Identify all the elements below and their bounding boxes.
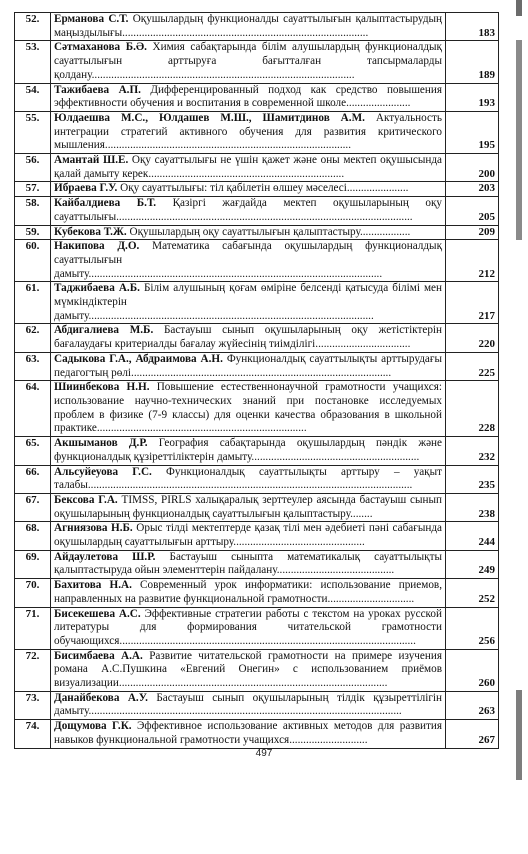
entry-text bbox=[51, 437, 446, 465]
entry-author: Таджибаева А.Б. bbox=[54, 282, 140, 295]
entry-text bbox=[51, 579, 446, 607]
toc-row bbox=[15, 381, 499, 437]
entry-page-number: 252 bbox=[446, 579, 499, 607]
entry-leader-dots: .............................................................................................. bbox=[91, 68, 355, 81]
toc-row bbox=[15, 111, 499, 153]
entry-page-number: 228 bbox=[446, 381, 499, 437]
entry-number: 71. bbox=[15, 607, 51, 649]
entry-leader-dots: .................. bbox=[359, 225, 411, 238]
entry-leader-dots: .......................................................................................................... bbox=[116, 210, 413, 223]
toc-row bbox=[15, 607, 499, 649]
entry-text bbox=[51, 493, 446, 521]
entry-author: Данайбекова А.У. bbox=[54, 691, 148, 704]
entry-leader-dots: ............................... bbox=[327, 592, 415, 605]
entry-text bbox=[51, 649, 446, 691]
entry-leader-dots: ........................................................................................ bbox=[122, 26, 369, 39]
toc-row bbox=[15, 437, 499, 465]
entry-leader-dots: ...................... bbox=[346, 182, 409, 195]
table-of-contents bbox=[14, 12, 499, 749]
entry-author: Абдигалиева М.Б. bbox=[54, 324, 154, 337]
toc-row bbox=[15, 324, 499, 352]
entry-author: Акшыманов Д.Р. bbox=[54, 437, 148, 450]
entry-leader-dots: ................................................................................................ bbox=[118, 677, 388, 690]
entry-title: Білім алушының қоғам өміріне белсенді қатысуда білімі мен мүмкіндіктерін дамыту bbox=[54, 282, 442, 322]
entry-page-number: 217 bbox=[446, 282, 499, 324]
toc-row bbox=[15, 197, 499, 225]
entry-page-number: 256 bbox=[446, 607, 499, 649]
entry-page-number: 212 bbox=[446, 240, 499, 282]
entry-page-number: 235 bbox=[446, 465, 499, 493]
entry-author: Юлдаешва М.С., Юлдашев М.Ш., Шамитдинов А.М. bbox=[54, 111, 365, 124]
edge-mark bbox=[516, 690, 522, 780]
toc-row bbox=[15, 649, 499, 691]
entry-author: Сәтмаханова Б.Ә. bbox=[54, 41, 147, 54]
toc-row bbox=[15, 83, 499, 111]
entry-page-number: 189 bbox=[446, 41, 499, 83]
edge-mark bbox=[516, 40, 522, 240]
toc-row bbox=[15, 282, 499, 324]
entry-text bbox=[51, 352, 446, 380]
entry-title: TIMSS, PIRLS халықаралық зерттеулер аясында бастауыш сынып оқушыларының функционалдық сауаттылығын қалыптастыру bbox=[54, 493, 442, 520]
entry-leader-dots: ............................................................................................. bbox=[131, 366, 392, 379]
entry-number: 63. bbox=[15, 352, 51, 380]
toc-row bbox=[15, 182, 499, 197]
entry-leader-dots: ............................................... bbox=[233, 536, 365, 549]
toc-row bbox=[15, 550, 499, 578]
entry-number: 58. bbox=[15, 197, 51, 225]
entry-number: 52. bbox=[15, 13, 51, 41]
entry-author: Ерманова С.Т. bbox=[54, 13, 129, 25]
entry-title: Функционалдық сауаттылықты арттыру – уақыт талабы bbox=[54, 465, 443, 492]
entry-number: 65. bbox=[15, 437, 51, 465]
entry-page-number: 195 bbox=[446, 111, 499, 153]
entry-author: Агниязова Н.Б. bbox=[54, 522, 133, 535]
entry-leader-dots: ........................................................................................ bbox=[104, 139, 352, 152]
entry-page-number: 203 bbox=[446, 182, 499, 197]
entry-text bbox=[51, 83, 446, 111]
entry-text bbox=[51, 225, 446, 240]
entry-number: 68. bbox=[15, 522, 51, 550]
entry-leader-dots: ............................................................ bbox=[251, 450, 420, 463]
toc-sheet bbox=[14, 12, 499, 749]
entry-author: Бексова Г.А. bbox=[54, 493, 118, 506]
entry-text bbox=[51, 381, 446, 437]
entry-number: 56. bbox=[15, 154, 51, 182]
entry-leader-dots: .................................................................................................................... bbox=[87, 479, 413, 492]
entry-leader-dots: .......................................................................................................... bbox=[119, 634, 416, 647]
entry-title: Бастауыш сыныпта математикалық сауаттылықты қалыптастыруда ойын элементтерін пайдалану bbox=[54, 550, 443, 577]
entry-author: Альсуйеуова Г.С. bbox=[54, 465, 152, 478]
entry-text bbox=[51, 13, 446, 41]
entry-page-number: 205 bbox=[446, 197, 499, 225]
entry-title: Химия сабақтарында білім алушылардың функционалдық сауаттылығын арттыруға бағытталған тапсырмаларды қолдану bbox=[54, 41, 442, 81]
entry-author: Айдаулетова Ш.Р. bbox=[54, 550, 156, 563]
edge-mark bbox=[516, 0, 522, 16]
entry-number: 57. bbox=[15, 182, 51, 197]
entry-author: Бахитова Н.А. bbox=[54, 579, 132, 592]
entry-number: 70. bbox=[15, 579, 51, 607]
entry-title: Современный урок информатики: использование приемов, направленных на развитие функциональной грамотности bbox=[54, 579, 443, 605]
entry-text bbox=[51, 550, 446, 578]
entry-page-number: 249 bbox=[446, 550, 499, 578]
entry-number: 54. bbox=[15, 83, 51, 111]
entry-leader-dots: .......................................... bbox=[276, 564, 395, 577]
toc-row bbox=[15, 225, 499, 240]
toc-row bbox=[15, 240, 499, 282]
entry-number: 61. bbox=[15, 282, 51, 324]
entry-leader-dots: ........................................................................... bbox=[96, 422, 307, 435]
entry-title: Орыс тілді мектептерде қазақ тілі мен әдебиеті пәні сабағында оқушылардың сауаттылығын арттыру bbox=[54, 522, 442, 549]
entry-title: Эффективное использование активных методов для развития навыков функциональной грамотности учащихся bbox=[54, 720, 443, 746]
entry-text bbox=[51, 720, 446, 748]
toc-row bbox=[15, 154, 499, 182]
entry-title: География сабақтарында оқушылардың пәндік және функционалдық құзіреттіліктерін дамыту bbox=[54, 437, 442, 463]
entry-number: 73. bbox=[15, 691, 51, 719]
entry-number: 60. bbox=[15, 240, 51, 282]
entry-number: 72. bbox=[15, 649, 51, 691]
entry-text bbox=[51, 182, 446, 197]
entry-text bbox=[51, 465, 446, 493]
entry-leader-dots: ................................................................................................................ bbox=[88, 705, 402, 718]
entry-leader-dots: ......................................................................................................... bbox=[88, 267, 383, 280]
toc-row bbox=[15, 691, 499, 719]
entry-text bbox=[51, 240, 446, 282]
entry-title: Қазіргі жағдайда мектеп оқушыларының оқу сауаттылығы bbox=[54, 197, 442, 223]
entry-title: Математика сабағында оқушылардың функционалдық сауаттылығын дамыту bbox=[54, 240, 442, 280]
entry-author: Кубекова Т.Ж. bbox=[54, 225, 127, 238]
entry-text bbox=[51, 41, 446, 83]
entry-page-number: 200 bbox=[446, 154, 499, 182]
entry-title: Оқу сауаттылығы: тіл қабілетін өлшеу мәселесі bbox=[120, 182, 347, 195]
entry-author: Шиинбекова Н.Н. bbox=[54, 381, 150, 394]
entry-leader-dots: ...................................................................... bbox=[148, 167, 345, 180]
entry-number: 55. bbox=[15, 111, 51, 153]
entry-number: 53. bbox=[15, 41, 51, 83]
entry-page-number: 193 bbox=[446, 83, 499, 111]
entry-text bbox=[51, 691, 446, 719]
entry-text bbox=[51, 111, 446, 153]
entry-author: Бисекешева А.С. bbox=[54, 607, 141, 620]
entry-author: Кайбалдиева Б.Т. bbox=[54, 197, 157, 210]
entry-author: Ибраева Г.У. bbox=[54, 182, 118, 195]
entry-text bbox=[51, 607, 446, 649]
entry-author: Садыкова Г.А., Абдраимова А.Н. bbox=[54, 352, 223, 365]
entry-number: 74. bbox=[15, 720, 51, 748]
book-spine-edge bbox=[502, 0, 528, 854]
entry-page-number: 260 bbox=[446, 649, 499, 691]
toc-row bbox=[15, 493, 499, 521]
entry-page-number: 225 bbox=[446, 352, 499, 380]
toc-row bbox=[15, 13, 499, 41]
entry-title: Актуальность интеграции стратегий активного обучения для развития критического мышления bbox=[54, 111, 442, 152]
entry-title: Функционалдық сауаттылықты арттырудағы педагогтың рөлі bbox=[54, 352, 442, 379]
entry-page-number: 238 bbox=[446, 493, 499, 521]
entry-page-number: 220 bbox=[446, 324, 499, 352]
entry-author: Амантай Ш.Е. bbox=[54, 154, 129, 167]
entry-page-number: 263 bbox=[446, 691, 499, 719]
toc-row bbox=[15, 522, 499, 550]
page-number: 497 bbox=[255, 748, 273, 759]
entry-number: 66. bbox=[15, 465, 51, 493]
entry-page-number: 244 bbox=[446, 522, 499, 550]
entry-page-number: 232 bbox=[446, 437, 499, 465]
toc-row bbox=[15, 41, 499, 83]
entry-page-number: 183 bbox=[446, 13, 499, 41]
entry-title: Оқушылардың оқу сауаттылығын қалыптастыру bbox=[129, 225, 360, 238]
entry-author: Накипова Д.О. bbox=[54, 240, 140, 253]
entry-number: 67. bbox=[15, 493, 51, 521]
entry-text bbox=[51, 197, 446, 225]
entry-author: Бисимбаева А.А. bbox=[54, 649, 143, 662]
entry-number: 59. bbox=[15, 225, 51, 240]
toc-row bbox=[15, 352, 499, 380]
entry-page-number: 209 bbox=[446, 225, 499, 240]
entry-text bbox=[51, 324, 446, 352]
entry-title: Эффективные стратегии работы с текстом на уроках русской литературы для формирования читательской грамотности обучающихся bbox=[54, 607, 443, 647]
entry-title: Развитие читательской грамотности на примере изучения романа А.С.Пушкина «Евгений Онегин» с использованием приёмов визуализации bbox=[54, 649, 442, 690]
entry-leader-dots: ............................ bbox=[289, 733, 368, 746]
entry-text bbox=[51, 282, 446, 324]
entry-number: 69. bbox=[15, 550, 51, 578]
entry-author: Тажибаева А.П. bbox=[54, 83, 141, 96]
entry-page-number: 267 bbox=[446, 720, 499, 748]
entry-text bbox=[51, 154, 446, 182]
entry-title: Бастауыш сынып оқушыларының оқу жетістіктерін бағалаудағы критериалды бағалау жүйесінің тиімділігі bbox=[54, 324, 443, 351]
entry-leader-dots: ...................................................................................................... bbox=[88, 309, 374, 322]
entry-number: 64. bbox=[15, 381, 51, 437]
toc-row bbox=[15, 720, 499, 748]
entry-title: Дифференцированный подход как средство повышения эффективности обучения и воспитания в современной школе bbox=[54, 83, 443, 110]
entry-title: Бастауыш сынып оқушыларының тілдік құзыреттілігін дамыту bbox=[54, 691, 443, 718]
entry-leader-dots: ....................... bbox=[346, 97, 411, 110]
entry-text bbox=[51, 522, 446, 550]
entry-title: Оқу сауаттылығы не үшін қажет және оны мектеп оқушысында қалай дамыту керек bbox=[54, 154, 442, 180]
entry-number: 62. bbox=[15, 324, 51, 352]
entry-leader-dots: ........ bbox=[350, 507, 373, 520]
entry-title: Повышение естественнонаучной грамотности учащихся: использование научно-технических знаний при постановке исследуемых проблем в физике (7-9 классы) для оценки качества образования в школьной практике bbox=[54, 381, 443, 435]
toc-row bbox=[15, 579, 499, 607]
entry-title: Оқушылардың функционалды сауаттылығын қалыптастырудың маңыздылығы bbox=[54, 13, 443, 39]
entry-leader-dots: .................................. bbox=[315, 338, 411, 351]
toc-row bbox=[15, 465, 499, 493]
entry-author: Дощумова Г.К. bbox=[54, 720, 132, 733]
